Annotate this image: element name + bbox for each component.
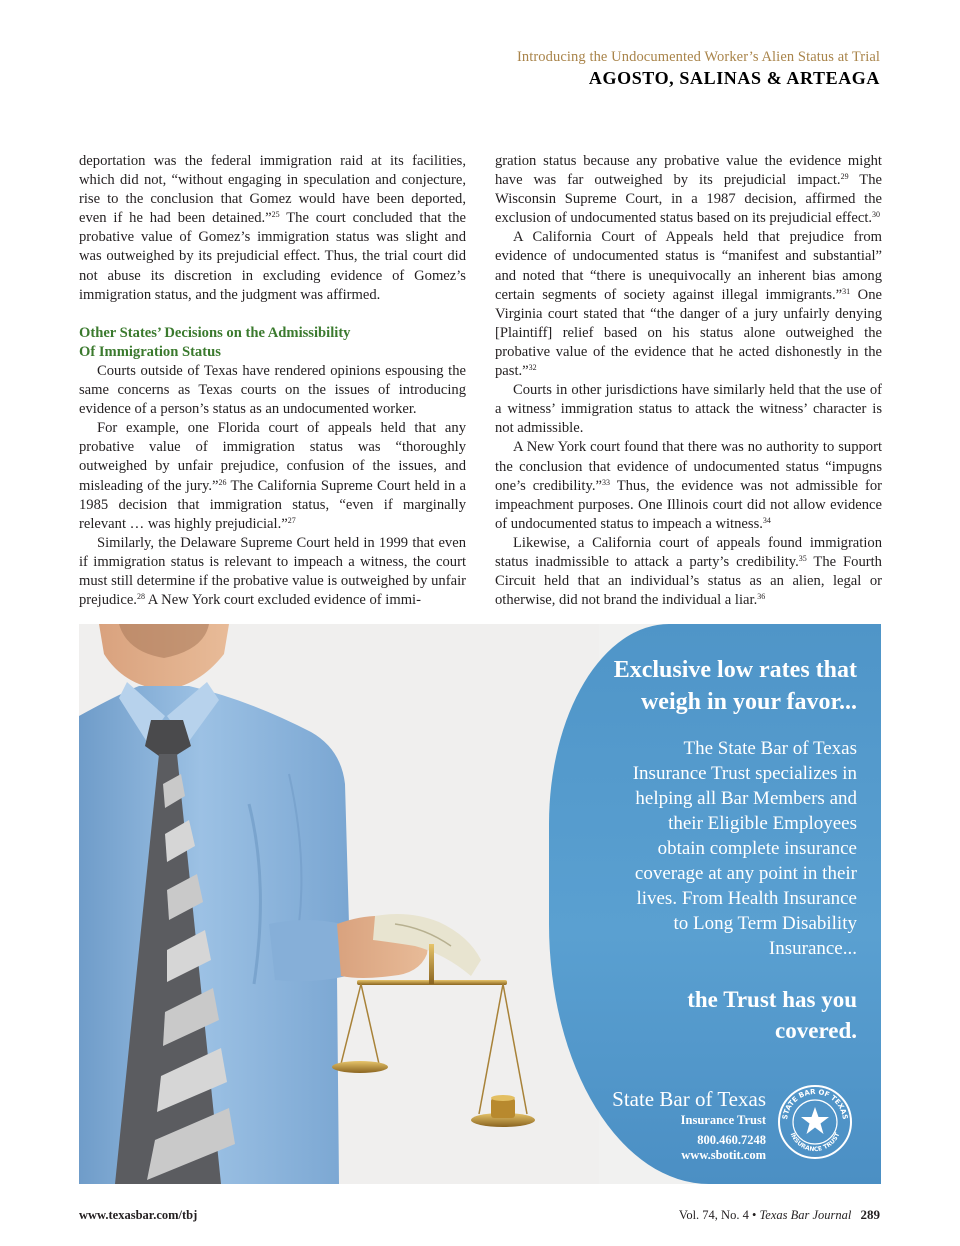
footnote-ref: 31 [842, 286, 851, 296]
ad-tagline: the Trust has you covered. [687, 987, 857, 1043]
page-number: 289 [860, 1207, 880, 1222]
paragraph: A New York court found that there was no authority to support the conclusion that evidence of undocumented status “impugns one’s credibility.”$^{33}$ Thus, the evidence was not admissible for impeachment purposes. One Illinois court did not allow evidence of undocumented status to impeach a witness.$^{34}$ [495, 439, 882, 532]
volume-issue: Vol. 74, No. 4 [678, 1208, 749, 1222]
paragraph: Similarly, the Delaware Supreme Court held in 1999 that even if immigration status is relevant to impeach a witness, the court must still determine if the probative value is outweighed by unfair prejudice.$^{28}$ A New York court excluded evidence of immi- [79, 534, 466, 609]
journal-name: Texas Bar Journal [759, 1208, 852, 1222]
footnote-ref: 32 [528, 363, 537, 373]
paragraph: Courts in other jurisdictions have similarly held that the use of a witness’ immigration status to attack the witness’ character is not admissible. [495, 382, 882, 437]
right-column [495, 152, 882, 610]
paragraph: Likewise, a California court of appeals found immigration status inadmissible to attack a party’s credibility.$^{35}$ The Fourth Circuit held that an individual’s status as an alien, legal or otherwise, did not brand the individual a liar.$^{36}$ [495, 534, 882, 609]
footer-url[interactable]: www.texasbar.com/tbj [79, 1208, 198, 1222]
brand-name: State Bar of Texas [612, 1087, 766, 1111]
footnote-ref: 36 [757, 592, 766, 602]
footnote-ref: 34 [762, 515, 771, 525]
paragraph: Courts outside of Texas have rendered opinions espousing the same concerns as Texas courts on the issues of introducing evidence of a person’s status as an undocumented worker. [79, 362, 466, 418]
brand-subtitle: Insurance Trust [680, 1113, 766, 1127]
ad-brand-block [592, 1086, 766, 1163]
running-head [517, 48, 880, 89]
svg-text:STATE BAR OF TEXAS: STATE BAR OF TEXAS [781, 1087, 849, 1121]
ad-headline: Exclusive low rates that weigh in your favor... [613, 657, 857, 715]
footnote-ref: 26 [218, 477, 227, 487]
footnote-ref: 25 [271, 210, 280, 220]
insurance-advertisement [79, 624, 881, 1184]
separator-bullet: • [751, 1208, 757, 1222]
article-authors: AGOSTO, SALINAS & ARTEAGA [588, 68, 880, 88]
paragraph: gration status because any probative value the evidence might have was far outweighed by its prejudicial impact.$^{29}$ The Wisconsin Supreme Court, in a 1987 decision, affirmed the exclusion of undocumented status based on its prejudicial effect.$^{30}$ [495, 153, 882, 227]
man-holding-scales-photo [79, 624, 599, 1184]
paragraph: A California Court of Appeals held that prejudice from evidence of undocumented status is “manifest and substantial” and noted that “there is unequivocally an inherent bias among certain segments of society against illegal immigrants.”$^{31}$ One Virginia court stated that “the danger of a jury unfairly denying [Plaintiff] relief based on his status alone outweighed the probative value of the evidence that he acted dishonestly in the past.”$^{32}$ [495, 229, 882, 380]
footnote-ref: 28 [136, 592, 145, 602]
ad-body-copy: The State Bar of Texas Insurance Trust specializes in helping all Bar Members and their Eligible Employees obtain complete insurance coverage at any point in their lives. From Health Insurance to Long Term Disability Insurance... [632, 738, 857, 959]
svg-text:INSURANCE TRUST: INSURANCE TRUST [788, 1131, 842, 1154]
article-title: Introducing the Undocumented Worker’s Alien Status at Trial [516, 49, 880, 65]
footnote-ref: 29 [840, 172, 849, 182]
website-link[interactable]: www.sbotit.com [681, 1148, 766, 1162]
paragraph: For example, one Florida court of appeals held that any probative value of immigration status was “thoroughly outweighed by unfair prejudice, confusion of the issues, and misleading of the jury.”$^{26}$ The California Supreme Court held in a 1985 decision that immigration status, “even if marginally relevant … was highly prejudicial.”$^{27}$ [79, 420, 466, 532]
footer-citation [679, 1207, 880, 1223]
section-heading: Other States’ Decisions on the Admissibility Of Immigration Status [79, 324, 351, 360]
insurance-trust-seal-icon [776, 1083, 854, 1161]
footnote-ref: 27 [287, 515, 296, 525]
paragraph: deportation was the federal immigration raid at its facilities, which did not, “without engaging in speculation and conjecture, rise to the conclusion that Gomez would have been deported, even if he had been detained.”$^{25}$ The court concluded that the probative value of Gomez’s immigration status was slight and was outweighed by its prejudicial effect. Thus, the trial court did not abuse its discretion in excluding evidence of Gomez’s immigration status, and the judgment was affirmed. [79, 153, 466, 303]
left-column [79, 152, 466, 610]
footnote-ref: 30 [872, 210, 881, 220]
footnote-ref: 33 [601, 477, 610, 487]
phone-number: 800.460.7248 [697, 1133, 766, 1147]
footnote-ref: 35 [798, 553, 807, 563]
